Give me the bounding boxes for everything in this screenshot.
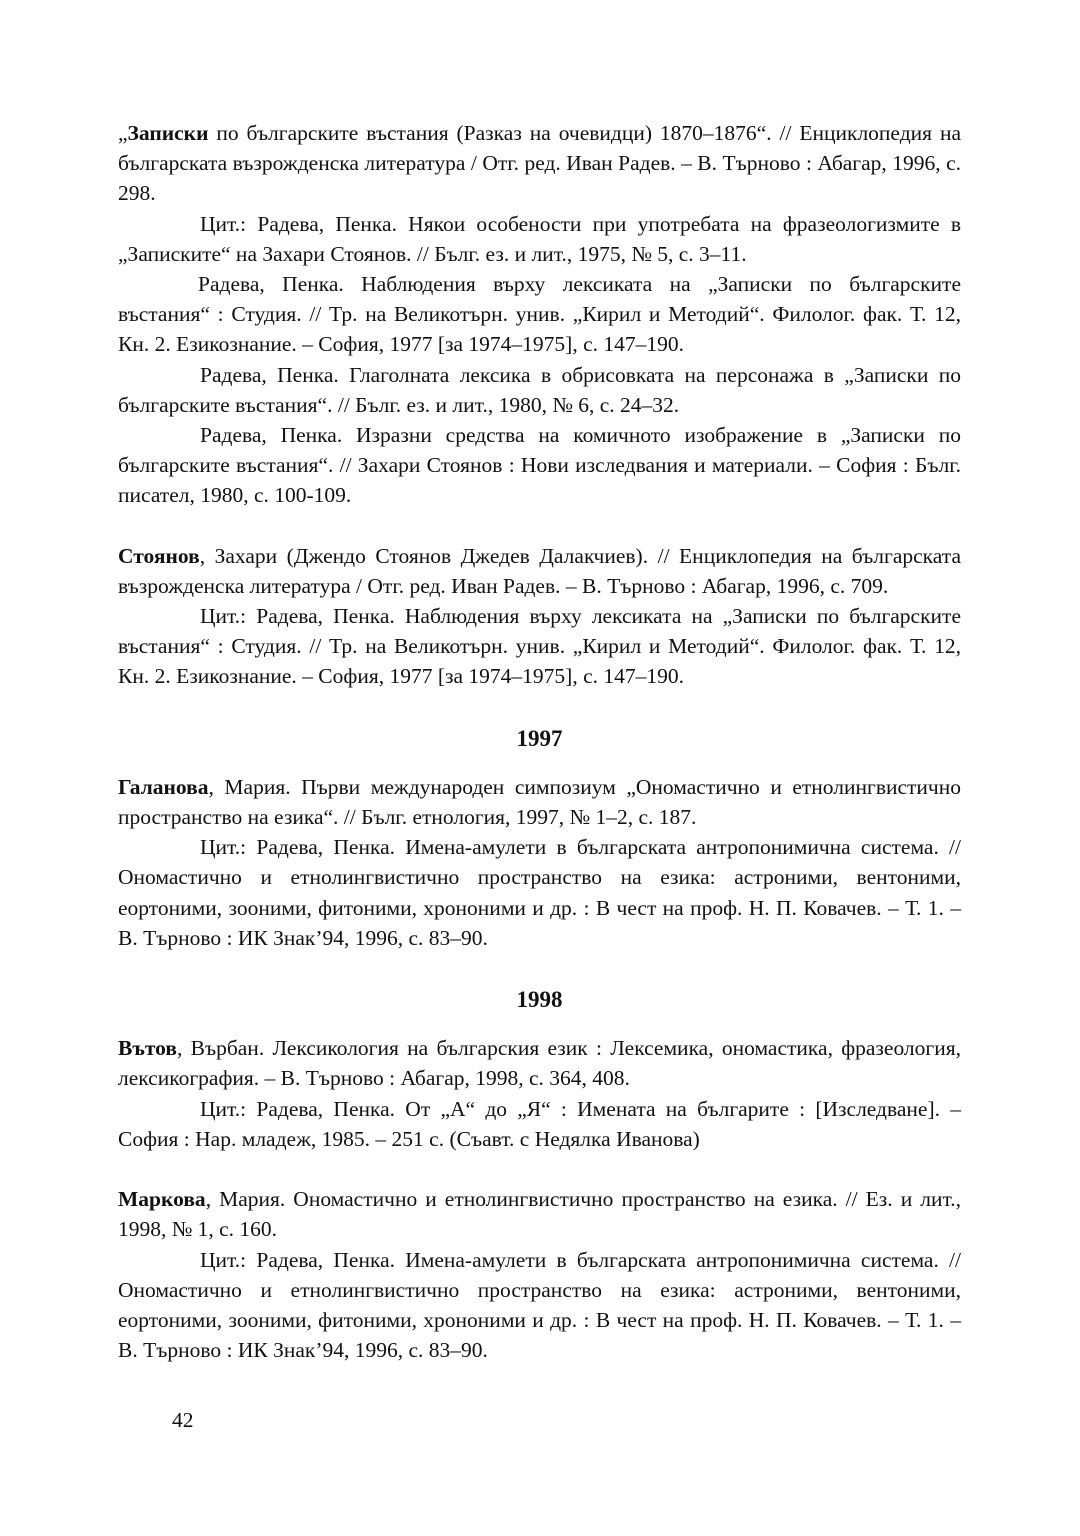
entry-lead bbox=[118, 772, 961, 832]
citation: Цит.: Радева, Пенка. Имена-амулети в българската антропонимична система. // Ономастично и етнолингвистично пространство на езика: астроними, вентоними, еортоними, зооними, фитоними, хрононими и др. : В чест на проф. Н. П. Ковачев. – Т. 1. – В. Търново : ИК Знак’94, 1996, с. 83–90. bbox=[118, 1247, 961, 1363]
bib-entry-zapiski bbox=[118, 118, 961, 511]
citation: Цит.: Радева, Пенка. Наблюдения върху лексиката на „Записки по българските въстания“ : Студия. // Тр. на Великотърн. унив. „Кирил и Методий“. Филолог. фак. Т. 12, Кн. 2. Езикознание. – София, 1977 [за 1974–1975], с. 147–190. bbox=[118, 604, 961, 689]
entry-lead-text: , Мария. Ономастично и етнолингвистично пространство на езика. // Ез. и лит., 1998, № 1, с. 160. bbox=[118, 1187, 961, 1242]
year-heading-1998: 1998 bbox=[516, 987, 563, 1013]
citation: Радева, Пенка. Глаголната лексика в обрисовката на персонажа в „Записки по българските въстания“. // Бълг. ез. и лит., 1980, № 6, с. 24–32. bbox=[118, 362, 961, 417]
citation: Радева, Пенка. Изразни средства на комичното изображение в „Записки по българските въстания“. // Захари Стоянов : Нови изследвания и материали. – София : Бълг. писател, 1980, с. 100-109. bbox=[118, 423, 961, 508]
year-heading-1997: 1997 bbox=[516, 725, 563, 751]
bib-entry-galanova bbox=[118, 772, 961, 953]
entry-lead-text: , Захари (Джендо Стоянов Джедев Далакчиев). // Енциклопедия на българската възрожденска литература / Отг. ред. Иван Радев. – В. Търново : Абагар, 1996, с. 709. bbox=[118, 543, 961, 598]
entry-lead-text: по българските въстания (Разказ на очевидци) 1870–1876“. // Енциклопедия на българската възрожденска литература / Отг. ред. Иван Радев. – В. Търново : Абагар, 1996, с. 298. bbox=[118, 121, 961, 206]
headword: Маркова bbox=[118, 1187, 206, 1212]
bib-entry-stoyanov bbox=[118, 541, 961, 692]
entry-lead bbox=[118, 1184, 961, 1244]
bib-entry-markova bbox=[118, 1184, 961, 1365]
bib-entry-vatov bbox=[118, 1033, 961, 1154]
headword-prefix: „ bbox=[118, 121, 128, 145]
page-number: 42 bbox=[172, 1408, 194, 1432]
headword: Записки bbox=[127, 121, 209, 145]
entry-lead-text: , Мария. Първи международен симпозиум „Ономастично и етнолингвистично пространство на езика“. // Бълг. етнология, 1997, № 1–2, с. 187. bbox=[118, 774, 961, 830]
entry-lead bbox=[118, 541, 961, 601]
citation: Цит.: Радева, Пенка. Имена-амулети в българската антропонимична система. // Ономастично и етнолингвистично пространство на езика: астроними, вентоними, еортоними, зооними, фитоними, хрононими и др. : В чест на проф. Н. П. Ковачев. – Т. 1. – В. Търново : ИК Знак’94, 1996, с. 83–90. bbox=[118, 835, 961, 950]
entry-lead bbox=[118, 118, 961, 209]
entry-lead bbox=[118, 1033, 961, 1093]
citation: Цит.: Радева, Пенка. От „А“ до „Я“ : Имената на българите : [Изследване]. – София : Нар. младеж, 1985. – 251 с. (Съавт. с Недялка Иванова) bbox=[118, 1096, 961, 1151]
headword: Вътов bbox=[118, 1036, 177, 1061]
headword: Стоянов bbox=[118, 543, 200, 568]
entry-lead-text: , Върбан. Лексикология на българския език : Лексемика, ономастика, фразеология, лексикография. – В. Търново : Абагар, 1998, с. 364, 408. bbox=[118, 1036, 961, 1091]
citation: Цит.: Радева, Пенка. Някои особености при употребата на фразеологизмите в „Записките“ на Захари Стоянов. // Бълг. ез. и лит., 1975, № 5, с. 3–11. bbox=[118, 211, 961, 266]
citation: Радева, Пенка. Наблюдения върху лексиката на „Записки по българските въстания“ : Студия. // Тр. на Великотърн. унив. „Кирил и Методий“. Филолог. фак. Т. 12, Кн. 2. Езикознание. – София, 1977 [за 1974–1975], с. 147–190. bbox=[118, 272, 961, 357]
headword: Галанова bbox=[118, 774, 209, 799]
bibliography-content bbox=[118, 118, 961, 1365]
